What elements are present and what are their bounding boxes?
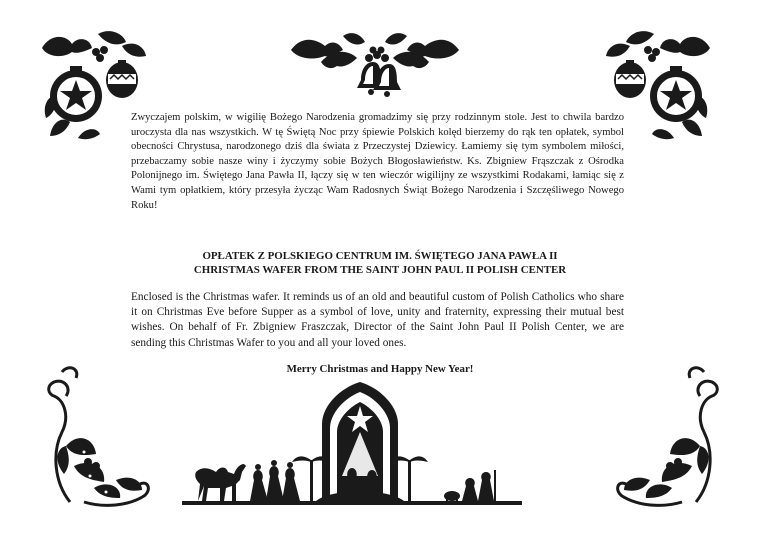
holly-corner-left-icon	[44, 362, 154, 510]
heading-polish: OPŁATEK Z POLSKIEGO CENTRUM IM. ŚWIĘTEGO JANA PAWŁA II	[202, 250, 558, 262]
holly-bells-icon	[285, 28, 465, 106]
nativity-scene-icon	[182, 380, 522, 508]
greeting: Merry Christmas and Happy New Year!	[286, 363, 474, 375]
heading-english: CHRISTMAS WAFER FROM THE SAINT JOHN PAUL II POLISH CENTER	[193, 264, 567, 276]
holly-corner-right-icon	[612, 362, 722, 510]
english-paragraph: Enclosed is the Christmas wafer. It reminds us of an old and beautiful custom of Polish Catholics who share it on Christmas Eve before Supper as a symbol of love, unity and fraternity, expressing their mutual best wishes. On behalf of Fr. Zbigniew Fraszczak, Director of the Saint John Paul II Polish Center, we are sending this Christmas Wafer to you and all your loved ones.	[131, 291, 624, 349]
polish-paragraph: Zwyczajem polskim, w wigilię Bożego Narodzenia gromadzimy się przy rodzinnym stole. Jest to chwila bardzo uroczysta dla nas wszystkich. W tę Świętą Noc przy śpiewie Polskich kolęd bierzemy do rąk ten opłatek, symbol obecności Chrystusa, narodzonego dziś dla świata z Przeczystej Dziewicy. Łamiemy się tym symbolem miłości, przebaczamy sobie nasze winy i życzymy sobie Bożych Błogosławieństw. Ks. Zbigniew Frąszczak z Ośrodka Polonijnego im. Świętego Jana Pawła II, łączy się w ten wieczór wigilijny ze wszystkimi Rodakami, łamiąc się z Wami tym opłatkiem, który przesyła życząc Wam Radosnych Świąt Bożego Narodzenia i Szczęśliwego Nowego Roku!	[131, 112, 624, 211]
